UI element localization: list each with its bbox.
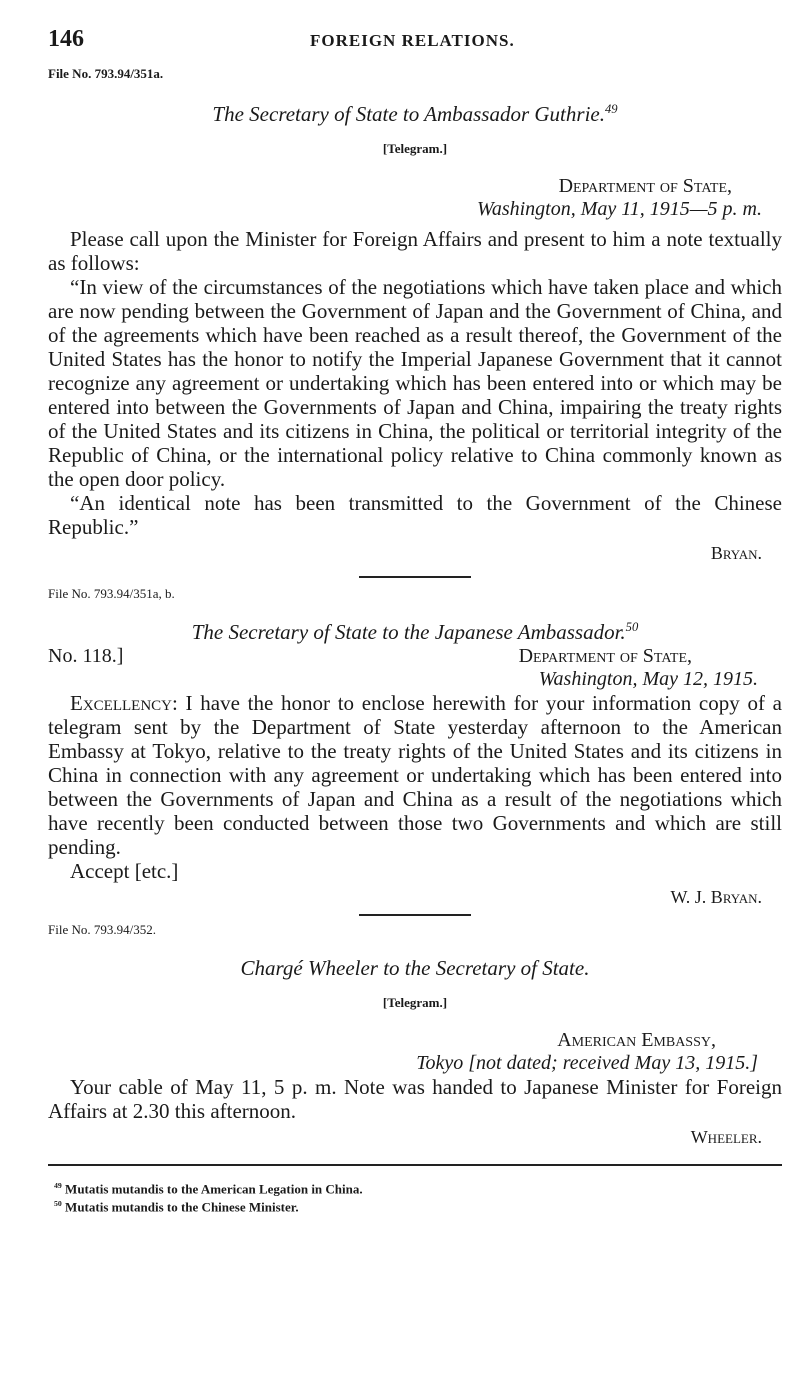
file-number: File No. 793.94/351a, b. [48, 586, 175, 601]
file-number: File No. 793.94/351a. [48, 66, 164, 81]
footnote-text: Mutatis mutandis to the American Legation in China. [65, 1181, 363, 1197]
department-line: Department of State, [558, 175, 732, 197]
footnote-mark: 49 [54, 1181, 62, 1190]
dateline: Tokyo [not dated; received May 13, 1915.] [416, 1052, 758, 1074]
number-and-department [48, 645, 782, 668]
signature: W. J. Bryan. [670, 887, 762, 907]
document-page [48, 26, 782, 1215]
telegram-tag: [Telegram.] [382, 995, 448, 1010]
footnote-divider [48, 1164, 782, 1166]
paragraph: “An identical note has been transmitted to the Government of the Chinese Republic.” [48, 491, 782, 539]
dateline: Washington, May 11, 1915—5 p. m. [477, 198, 762, 220]
running-head: FOREIGN RELATIONS. [310, 31, 515, 50]
closing: Accept [etc.] [70, 859, 179, 883]
signature: Bryan. [710, 543, 762, 563]
file-number: File No. 793.94/352. [48, 922, 156, 937]
paragraph: “In view of the circumstances of the negotiations which have taken place and which are now pending between the Government of Japan and the Government of China, and of the agreements which have been reached as a result thereof, the Government of the United States has the honor to notify the Imperial Japanese Government that it cannot recognize any agreement or undertaking which has been entered into or which may be entered into between the Governments of Japan and China, impairing the treaty rights of the United States and its citizens in China, the political or territorial integrity of the Republic of China, or the international policy relative to China commonly known as the open door policy. [48, 275, 782, 491]
dateline: Washington, May 12, 1915. [538, 668, 758, 690]
footnote [54, 1178, 782, 1196]
footnote [54, 1196, 782, 1214]
department-line: Department of State, [518, 645, 692, 667]
paragraph-text: I have the honor to enclose herewith for your information copy of a telegram sent by the Department of State yesterday afternoon to the American Embassy at Tokyo, relative to the treaty rights of the United States and its citizens in China in connection with any agreement or undertaking which has been entered into between the Governments of Japan and China as a result of the negotiations which have recently been conducted between those two Governments and which are still pending. [48, 691, 782, 859]
signature: Wheeler. [690, 1127, 762, 1147]
footnotes [48, 1178, 782, 1215]
document-title [48, 102, 782, 127]
paragraph: Your cable of May 11, 5 p. m. Note was handed to Japanese Minister for Foreign Affairs at 2.30 this afternoon. [48, 1075, 782, 1123]
embassy-line: American Embassy, [557, 1029, 716, 1051]
footnote-mark: 50 [54, 1199, 62, 1209]
footnote-text: Mutatis mutandis to the Chinese Minister. [65, 1199, 299, 1215]
paragraph: Please call upon the Minister for Foreign Affairs and present to him a note textually as follows: [48, 227, 782, 275]
document-title [48, 620, 782, 645]
salutation: Excellency: [70, 691, 178, 715]
document-title: Chargé Wheeler to the Secretary of State. [240, 956, 590, 980]
paragraph [48, 691, 782, 859]
section-divider [359, 914, 471, 916]
telegram-tag: [Telegram.] [382, 141, 448, 156]
section-divider [359, 576, 471, 578]
page-number: 146 [48, 26, 84, 52]
document-number: No. 118.] [48, 645, 124, 667]
footnote-ref: 49 [604, 102, 618, 116]
footnote-ref: 50 [625, 620, 639, 634]
page-header [48, 26, 782, 64]
document-title-text: The Secretary of State to Ambassador Guthrie. [212, 102, 605, 126]
document-title-text: The Secretary of State to the Japanese Ambassador. [191, 620, 626, 644]
